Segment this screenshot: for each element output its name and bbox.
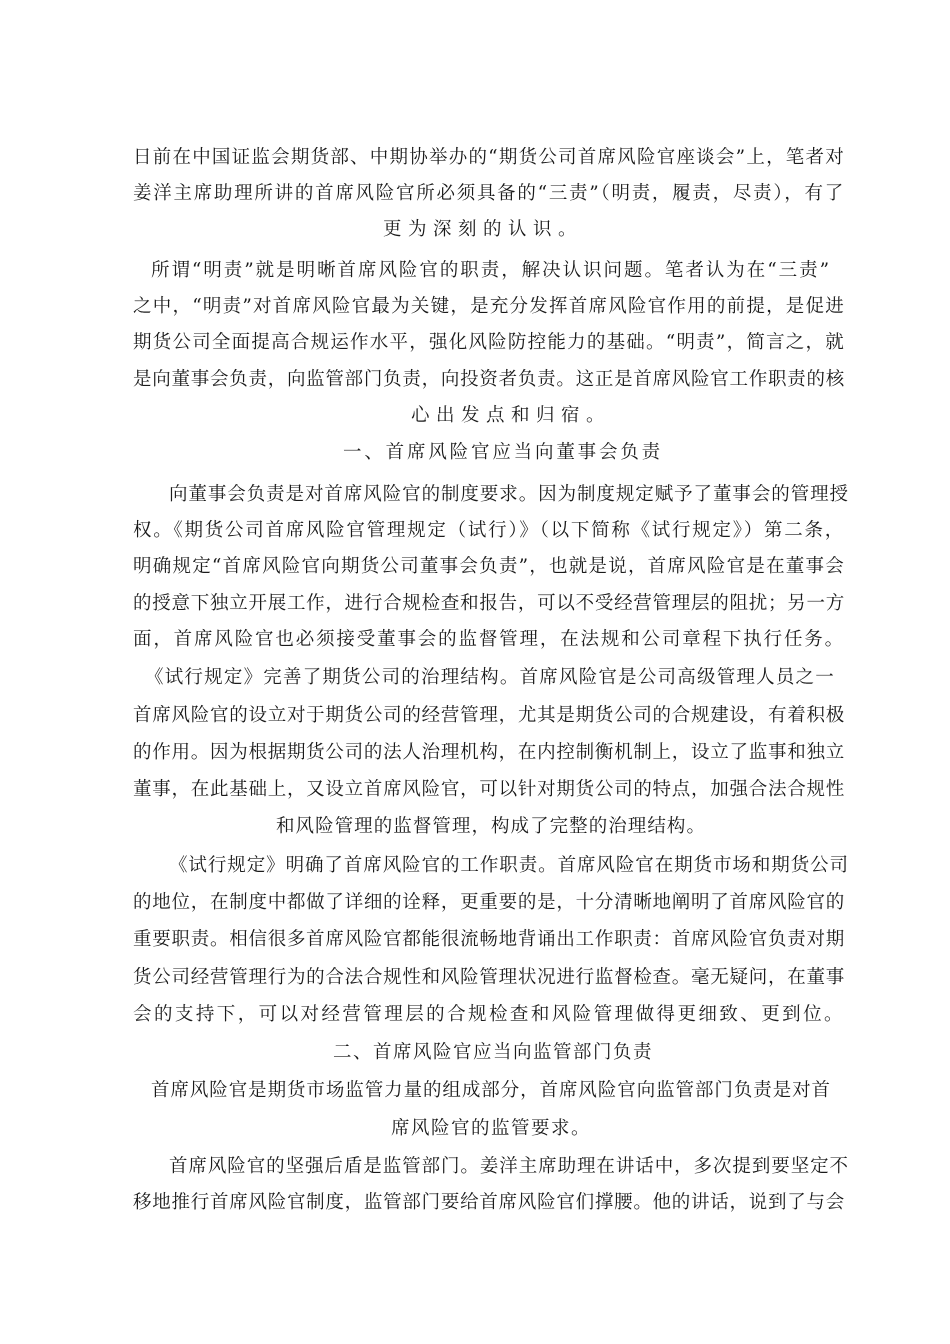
text-line: 和风险管理的监督管理，构成了完整的治理结构。 [276,816,706,837]
text-line: 《试行规定》完善了期货公司的治理结构。首席风险官是公司高级管理人员之一 [145,667,835,688]
text-line: 明确规定“首席风险官向期货公司董事会负责”，也就是说，首席风险官是在董事会 [133,556,845,577]
text-line: 《试行规定》明确了首席风险官的工作职责。首席风险官在期货市场和期货公司 [169,855,849,876]
text-line: 会的支持下，可以对经营管理层的合规检查和风险管理做得更细致、更到位。 [133,1004,845,1025]
text-line: 是向董事会负责，向监管部门负责，向投资者负责。这正是首席风险官工作职责的核 [133,369,845,390]
text-line: 的作用。因为根据期货公司的法人治理机构，在内控制衡机制上，设立了监事和独立 [133,742,845,763]
text-line: 之中，“明责”对首席风险官最为关键，是充分发挥首席风险官作用的前提，是促进 [133,296,845,317]
text-line: 更为深刻的认识。 [383,219,583,240]
section-heading: 一、首席风险官应当向董事会负责 [343,442,663,463]
text-line: 权。《期货公司首席风险官管理规定（试行）》（以下简称《试行规定》）第二条， [133,520,845,541]
text-line: 姜洋主席助理所讲的首席风险官所必须具备的“三责”（明责，履责，尽责），有了 [133,183,845,204]
text-line: 首席风险官的坚强后盾是监管部门。姜洋主席助理在讲话中，多次提到要坚定不 [169,1156,849,1177]
text-line: 的地位，在制度中都做了详细的诠释，更重要的是，十分清晰地阐明了首席风险官的 [133,892,845,913]
text-line: 移地推行首席风险官制度，监管部门要给首席风险官们撑腰。他的讲话，说到了与会 [133,1192,845,1213]
text-line: 心出发点和归宿。 [411,405,611,426]
text-line: 首席风险官的设立对于期货公司的经营管理，尤其是期货公司的合规建设，有着积极 [133,705,845,726]
text-line: 期货公司全面提高合规运作水平，强化风险防控能力的基础。“明责”，简言之，就 [133,332,845,353]
text-line: 向董事会负责是对首席风险官的制度要求。因为制度规定赋予了董事会的管理授 [169,484,849,505]
text-line: 所谓“明责”就是明晰首席风险官的职责，解决认识问题。笔者认为在“三责” [151,260,831,281]
text-line: 货公司经营管理行为的合法合规性和风险管理状况进行监督检查。毫无疑问，在董事 [133,967,845,988]
text-line: 首席风险官是期货市场监管力量的组成部分，首席风险官向监管部门负责是对首 [151,1080,831,1101]
text-line: 面，首席风险官也必须接受董事会的监督管理，在法规和公司章程下执行任务。 [133,629,845,650]
text-line: 董事，在此基础上，又设立首席风险官，可以针对期货公司的特点，加强合法合规性 [133,779,845,800]
text-line: 的授意下独立开展工作，进行合规检查和报告，可以不受经营管理层的阻扰；另一方 [133,593,845,614]
text-line: 席风险官的监管要求。 [391,1118,591,1139]
text-line: 重要职责。相信很多首席风险官都能很流畅地背诵出工作职责：首席风险官负责对期 [133,929,845,950]
text-line: 日前在中国证监会期货部、中期协举办的“期货公司首席风险官座谈会”上，笔者对 [133,147,845,168]
section-heading: 二、首席风险官应当向监管部门负责 [333,1042,653,1063]
